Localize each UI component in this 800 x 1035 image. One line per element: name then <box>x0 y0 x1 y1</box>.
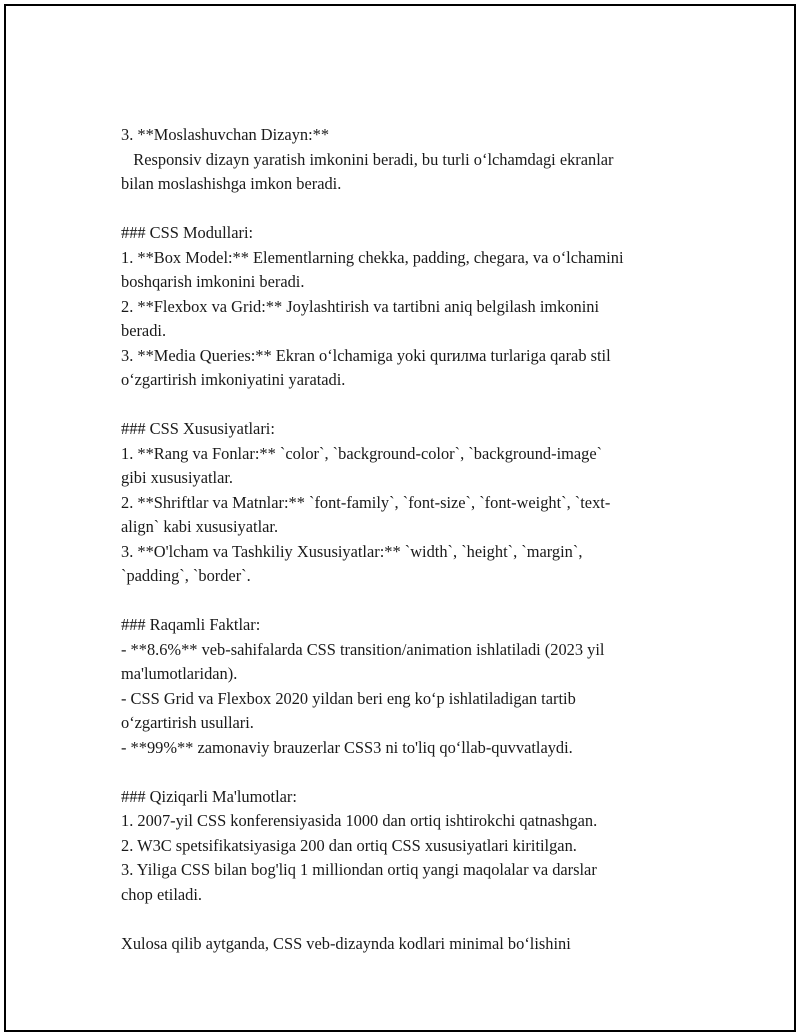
text-line: 3. **Moslashuvchan Dizayn:** <box>121 125 330 144</box>
text-line: - **99%** zamonaviy brauzerlar CSS3 ni to'liq qo‘llab-quvvatlaydi. <box>121 737 573 757</box>
text-line: 3. Yiliga CSS bilan bog'liq 1 milliondan ortiq yangi maqolalar va darslar <box>121 860 597 879</box>
text-line: 1. 2007-yil CSS konferensiyasida 1000 dan ortiq ishtirokchi qatnashgan. <box>121 811 598 830</box>
text-line: 2. W3C spetsifikatsiyasiga 200 dan ortiq CSS xususiyatlari kiritilgan. <box>121 835 577 855</box>
section-heading-line: ### Qiziqarli Ma'lumotlar: <box>121 786 297 806</box>
paragraph-gap <box>121 197 701 222</box>
paragraph-gap <box>121 907 701 932</box>
text-line: align` kabi xususiyatlar. <box>121 517 279 536</box>
paragraph-gap <box>121 589 701 614</box>
text-line: gibi xususiyatlar. <box>121 468 233 487</box>
text-line: chop etiladi. <box>121 884 203 904</box>
text-line: ma'lumotlaridan). <box>121 664 238 683</box>
text-line: Responsiv dizayn yaratish imkonini beradi, bu turli o‘lchamdagi ekranlar <box>121 149 614 169</box>
text-line: o‘zgartirish usullari. <box>121 713 254 732</box>
text-line: 2. **Flexbox va Grid:** Joylashtirish va tartibni aniq belgilash imkonini <box>121 296 600 316</box>
text-line: `padding`, `border`. <box>121 566 251 585</box>
paragraph-gap <box>121 760 701 785</box>
text-line: boshqarish imkonini beradi. <box>121 272 305 291</box>
paragraph-gap <box>121 393 701 418</box>
text-line: - CSS Grid va Flexbox 2020 yildan beri eng ko‘p ishlatiladigan tartib <box>121 688 576 708</box>
text-line: - **8.6%** veb-sahifalarda CSS transition/animation ishlatiladi (2023 yil <box>121 639 605 659</box>
text-line: o‘zgartirish imkoniyatini yaratadi. <box>121 370 346 389</box>
text-line: bilan moslashishga imkon beradi. <box>121 174 342 193</box>
page-frame <box>4 4 796 1032</box>
text-line: 3. **O'lcham va Tashkiliy Xususiyatlar:** `width`, `height`, `margin`, <box>121 541 583 561</box>
text-line: 1. **Box Model:** Elementlarning chekka, padding, chegara, va o‘lchamini <box>121 247 624 267</box>
text-line: 1. **Rang va Fonlar:** `color`, `background-color`, `background-image` <box>121 443 603 463</box>
section-heading-line: ### Raqamli Faktlar: <box>121 615 261 634</box>
text-line: 3. **Media Queries:** Ekran o‘lchamiga yoki qurилма turlariga qarab stil <box>121 345 611 365</box>
document-body <box>121 123 701 956</box>
text-line: 2. **Shriftlar va Matnlar:** `font-family`, `font-size`, `font-weight`, `text- <box>121 492 611 512</box>
section-heading-line: ### CSS Xususiyatlari: <box>121 419 275 438</box>
text-line: beradi. <box>121 321 167 340</box>
text-line: Xulosa qilib aytganda, CSS veb-dizaynda kodlari minimal bo‘lishini <box>121 933 571 953</box>
section-heading-line: ### CSS Modullari: <box>121 223 254 242</box>
